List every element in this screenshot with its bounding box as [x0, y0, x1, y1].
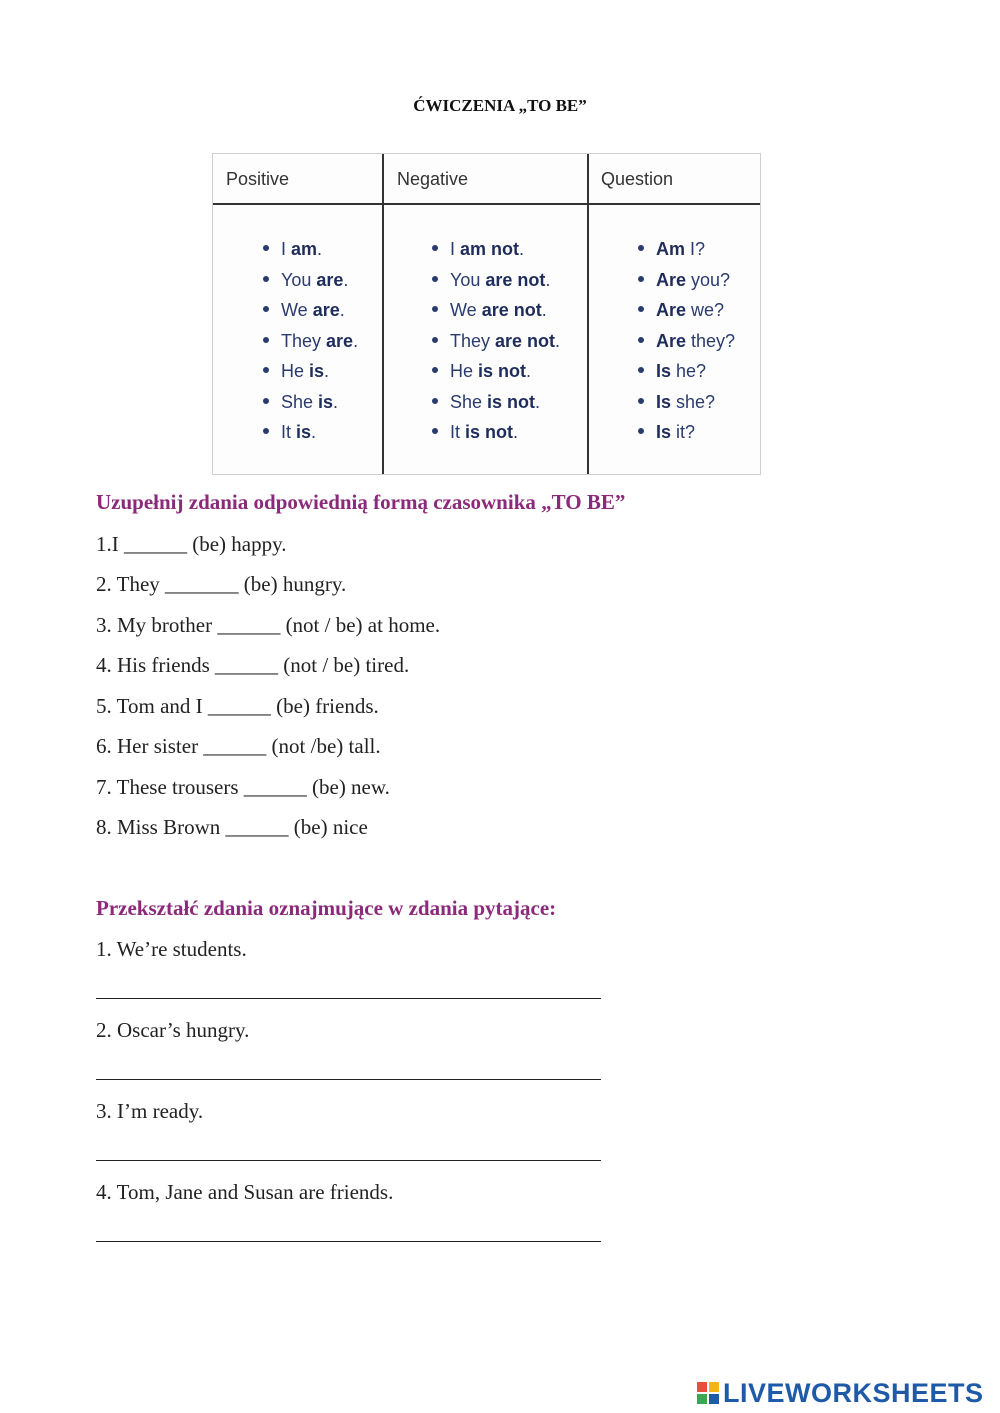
question-item — [638, 234, 735, 265]
answer-line[interactable] — [96, 998, 601, 999]
verb-form: am — [291, 239, 318, 259]
trailing-text: . — [339, 300, 345, 320]
trailing-text: . — [311, 422, 317, 442]
bullet-icon — [638, 337, 644, 343]
negative-item — [432, 265, 560, 296]
negative-list — [432, 234, 560, 448]
bullet-icon — [638, 398, 644, 404]
verb-form: are — [316, 269, 344, 290]
trailing-text: she? — [671, 391, 716, 412]
verb-form: are — [326, 330, 354, 351]
trailing-text: . — [333, 391, 339, 412]
answer-line[interactable] — [96, 1079, 601, 1080]
trailing-text: we? — [686, 300, 725, 320]
question-item — [638, 295, 735, 326]
verb-form: are not — [495, 330, 556, 351]
bullet-icon — [432, 337, 438, 343]
column-divider — [587, 154, 589, 474]
bullet-icon — [432, 245, 438, 251]
header-question: Question — [601, 169, 674, 189]
exercise2-item: 1. We’re students. — [96, 937, 247, 961]
verb-form: is — [318, 391, 334, 412]
column-divider — [382, 154, 384, 474]
pronoun-text: They — [281, 330, 327, 351]
pronoun-text: We — [450, 300, 482, 320]
verb-form: are — [312, 300, 340, 320]
verb-form: are not — [481, 300, 542, 320]
logo-icon — [697, 1382, 719, 1404]
answer-line[interactable] — [96, 1241, 601, 1242]
bullet-icon — [432, 306, 438, 312]
bullet-icon — [263, 337, 269, 343]
bullet-icon — [638, 367, 644, 373]
page-title: ĆWICZENIA „TO BE” — [413, 96, 587, 115]
trailing-text: . — [513, 422, 519, 442]
bullet-icon — [263, 398, 269, 404]
exercise2-heading: Przekształć zdania oznajmujące w zdania pytające: — [96, 896, 557, 920]
pronoun-text: He — [450, 361, 479, 381]
trailing-text: . — [535, 391, 541, 412]
bullet-icon — [432, 428, 438, 434]
question-item — [638, 265, 735, 296]
bullet-icon — [263, 276, 269, 282]
trailing-text: . — [343, 269, 349, 290]
trailing-text: . — [541, 300, 547, 320]
trailing-text: . — [324, 361, 330, 381]
bullet-icon — [263, 367, 269, 373]
negative-item — [432, 326, 560, 357]
positive-item — [263, 356, 358, 387]
pronoun-text: It — [281, 422, 297, 442]
header-positive: Positive — [226, 169, 290, 189]
bullet-icon — [638, 428, 644, 434]
exercise1-item: 5. Tom and I ______ (be) friends. — [96, 694, 379, 718]
exercise1-item: 3. My brother ______ (not / be) at home. — [96, 613, 441, 637]
trailing-text: he? — [671, 361, 707, 381]
exercise1-item: 2. They _______ (be) hungry. — [96, 572, 347, 596]
pronoun-text: I — [281, 239, 292, 259]
logo-square — [709, 1394, 719, 1404]
verb-form: is — [296, 422, 312, 442]
brand-name: LIVEWORKSHEETS — [723, 1377, 984, 1408]
trailing-text: . — [526, 361, 532, 381]
bullet-icon — [432, 398, 438, 404]
pronoun-text: She — [450, 391, 488, 412]
logo-square — [697, 1382, 707, 1392]
verb-form: Are — [656, 269, 687, 290]
verb-form: Am — [656, 239, 686, 259]
question-item — [638, 356, 735, 387]
bullet-icon — [432, 276, 438, 282]
trailing-text: you? — [686, 269, 731, 290]
pronoun-text: You — [450, 269, 486, 290]
question-item — [638, 326, 735, 357]
header-divider — [213, 203, 760, 205]
trailing-text: . — [545, 269, 551, 290]
positive-item — [263, 387, 358, 418]
trailing-text: I? — [685, 239, 706, 259]
negative-item — [432, 234, 560, 265]
pronoun-text: You — [281, 269, 317, 290]
positive-item — [263, 326, 358, 357]
negative-item — [432, 387, 560, 418]
verb-form: is not — [487, 391, 536, 412]
verb-form: are not — [485, 269, 546, 290]
exercise2-item: 4. Tom, Jane and Susan are friends. — [96, 1180, 394, 1204]
negative-item — [432, 417, 560, 448]
exercise1-item: 8. Miss Brown ______ (be) nice — [96, 815, 368, 839]
positive-list — [263, 234, 358, 448]
pronoun-text: He — [281, 361, 310, 381]
trailing-text: . — [555, 330, 561, 351]
exercise1-item: 6. Her sister ______ (not /be) tall. — [96, 734, 381, 758]
question-list — [638, 234, 735, 448]
exercise1-item: 4. His friends ______ (not / be) tired. — [96, 653, 410, 677]
positive-item — [263, 295, 358, 326]
exercise1-item: 1.I ______ (be) happy. — [96, 532, 287, 556]
positive-item — [263, 265, 358, 296]
verb-form: is — [309, 361, 325, 381]
trailing-text: it? — [671, 422, 696, 442]
question-item — [638, 387, 735, 418]
grammar-table — [212, 153, 761, 475]
header-negative: Negative — [397, 169, 469, 189]
positive-item — [263, 234, 358, 265]
logo-square — [697, 1394, 707, 1404]
positive-item — [263, 417, 358, 448]
trailing-text: . — [317, 239, 323, 259]
bullet-icon — [263, 428, 269, 434]
exercise2-item: 2. Oscar’s hungry. — [96, 1018, 250, 1042]
bullet-icon — [432, 367, 438, 373]
verb-form: Is — [656, 422, 672, 442]
bullet-icon — [638, 306, 644, 312]
exercise1-heading: Uzupełnij zdania odpowiednią formą czasownika „TO BE” — [96, 490, 626, 514]
negative-item — [432, 295, 560, 326]
pronoun-text: It — [450, 422, 466, 442]
trailing-text: . — [519, 239, 525, 259]
verb-form: Is — [656, 391, 672, 412]
pronoun-text: I — [450, 239, 461, 259]
question-item — [638, 417, 735, 448]
negative-item — [432, 356, 560, 387]
pronoun-text: She — [281, 391, 319, 412]
answer-line[interactable] — [96, 1160, 601, 1161]
bullet-icon — [263, 306, 269, 312]
trailing-text: . — [353, 330, 359, 351]
pronoun-text: We — [281, 300, 313, 320]
verb-form: Are — [656, 300, 687, 320]
liveworksheets-logo — [697, 1378, 984, 1408]
trailing-text: they? — [686, 330, 736, 351]
pronoun-text: They — [450, 330, 496, 351]
bullet-icon — [638, 276, 644, 282]
verb-form: is not — [478, 361, 527, 381]
verb-form: is not — [465, 422, 514, 442]
bullet-icon — [263, 245, 269, 251]
verb-form: Is — [656, 361, 672, 381]
verb-form: Are — [656, 330, 687, 351]
bullet-icon — [638, 245, 644, 251]
exercise2-item: 3. I’m ready. — [96, 1099, 204, 1123]
exercise1-item: 7. These trousers ______ (be) new. — [96, 775, 390, 799]
verb-form: am not — [460, 239, 520, 259]
logo-square — [709, 1382, 719, 1392]
